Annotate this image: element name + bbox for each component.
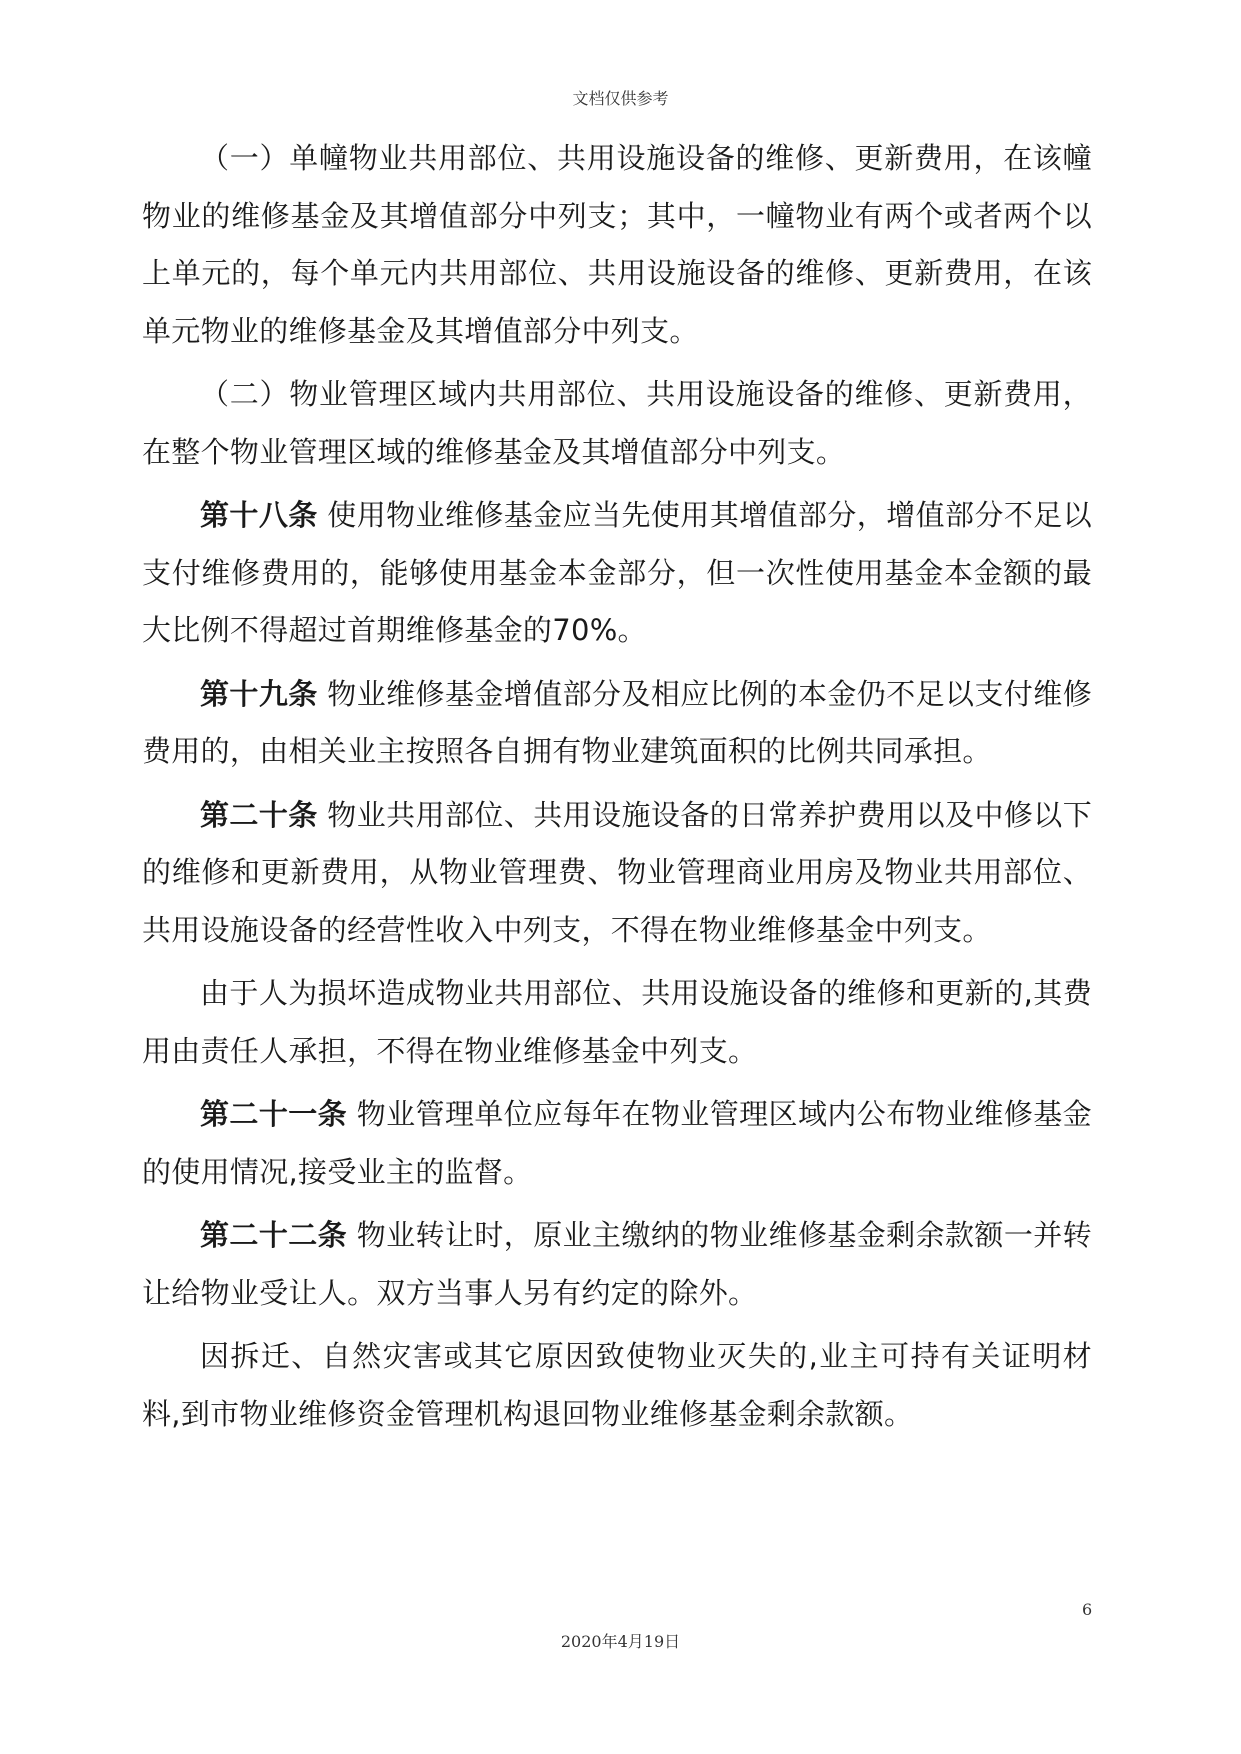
paragraph-text: （二）物业管理区域内共用部位、共用设施设备的维修、更新费用，在整个物业管理区域的维修基金及其增值部分中列支。: [142, 377, 1092, 469]
article-number: 第二十一条: [200, 1097, 348, 1131]
document-body: [142, 130, 1092, 1443]
paragraph-text: 使用物业维修基金应当先使用其增值部分，增值部分不足以支付维修费用的，能够使用基金本金部分，但一次性使用基金本金额的最大比例不得超过首期维修基金的70%。: [142, 498, 1092, 647]
paragraph-text: 物业维修基金增值部分及相应比例的本金仍不足以支付维修费用的，由相关业主按照各自拥有物业建筑面积的比例共同承担。: [142, 676, 1092, 768]
paragraph: [142, 666, 1092, 781]
article-number: 第二十二条: [200, 1218, 348, 1252]
paragraph: [142, 1328, 1092, 1443]
page-footer-date: 2020年4月19日: [560, 1632, 681, 1651]
paragraph-text: 物业管理单位应每年在物业管理区域内公布物业维修基金的使用情况,接受业主的监督。: [142, 1097, 1092, 1189]
paragraph: [142, 366, 1092, 481]
paragraph-text: 因拆迁、自然灾害或其它原因致使物业灭失的,业主可持有关证明材料,到市物业维修资金管理机构退回物业维修基金剩余款额。: [142, 1339, 1092, 1431]
paragraph: [142, 487, 1092, 660]
paragraph: [142, 787, 1092, 960]
article-number: 第十九条: [200, 676, 318, 711]
paragraph: [142, 965, 1092, 1080]
article-number: 第十八条: [200, 498, 318, 532]
paragraph-text: （一）单幢物业共用部位、共用设施设备的维修、更新费用，在该幢物业的维修基金及其增值部分中列支；其中，一幢物业有两个或者两个以上单元的，每个单元内共用部位、共用设施设备的维修、更新费用，在该单元物业的维修基金及其增值部分中列支。: [142, 141, 1092, 348]
paragraph-text: 物业转让时，原业主缴纳的物业维修基金剩余款额一并转让给物业受让人。双方当事人另有约定的除外。: [142, 1218, 1092, 1310]
paragraph-text: 由于人为损坏造成物业共用部位、共用设施设备的维修和更新的,其费用由责任人承担，不得在物业维修基金中列支。: [142, 976, 1092, 1068]
paragraph: [142, 1207, 1092, 1322]
paragraph-text: 物业共用部位、共用设施设备的日常养护费用以及中修以下的维修和更新费用，从物业管理费、物业管理商业用房及物业共用部位、共用设施设备的经营性收入中列支，不得在物业维修基金中列支。: [142, 797, 1092, 947]
paragraph: [142, 1086, 1092, 1201]
article-number: 第二十条: [200, 797, 318, 832]
paragraph: [142, 130, 1092, 360]
page-number: 6: [1082, 1600, 1093, 1619]
page-header: 文档仅供参考: [572, 89, 669, 108]
